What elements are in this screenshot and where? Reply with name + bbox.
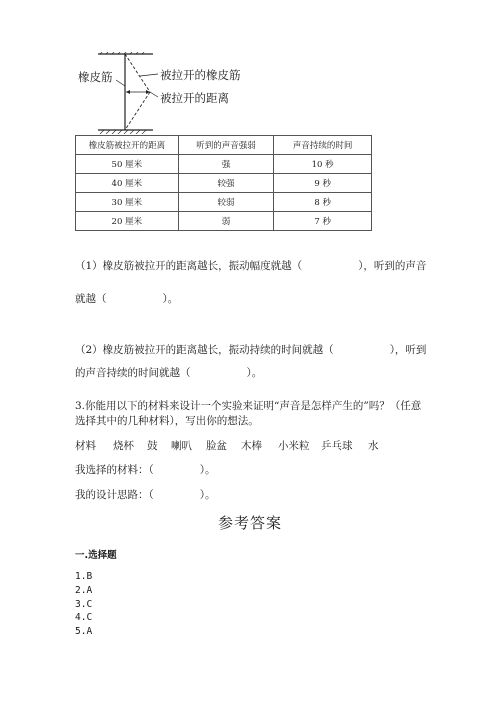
material-item: 乒乓球 (321, 440, 353, 452)
q2-text-a: （2）橡皮筋被拉开的距离越长，振动持续的时间就越（ (75, 344, 334, 356)
materials-list (75, 439, 395, 453)
q1-text-d: ）。 (162, 293, 179, 305)
design-idea-line (75, 488, 216, 502)
material-item: 小米粒 (278, 440, 310, 452)
table-cell: 较弱 (178, 193, 274, 212)
answer-item: 5.A (75, 626, 93, 637)
q2-text-c: 的声音持续的时间就越（ (75, 367, 191, 379)
material-item: 鼓 (147, 440, 158, 452)
table-cell: 50 厘米 (76, 155, 179, 174)
q3-line-1: 3.你能用以下的材料来设计一个实验来证明“声音是怎样产生的”吗？（任意 (75, 400, 422, 412)
col-header-distance: 橡皮筋被拉开的距离 (76, 136, 179, 155)
col-header-loudness: 听到的声音强弱 (178, 136, 274, 155)
material-item: 烧杯 (113, 440, 134, 452)
material-item: 水 (368, 440, 379, 452)
q1-text-a: （1）橡皮筋被拉开的距离越长，振动幅度就越（ (75, 260, 303, 272)
q1-text-b: ），听到的声音 (358, 260, 427, 272)
answer-item: 2.A (75, 585, 93, 596)
material-item: 材料 (75, 440, 96, 452)
q2-text-b: ），听到 (389, 344, 427, 356)
design-idea-end: ）。 (199, 489, 216, 501)
material-item: 木棒 (241, 440, 262, 452)
table-cell: 9 秒 (274, 174, 372, 193)
q1-line-1 (75, 259, 426, 273)
rubber-band-diagram (78, 52, 278, 134)
material-item: 脸盆 (206, 440, 227, 452)
table-cell: 强 (178, 155, 274, 174)
label-stretch-distance: 被拉开的距离 (160, 91, 229, 105)
table-cell: 30 厘米 (76, 193, 179, 212)
table-cell: 7 秒 (274, 212, 372, 231)
table-cell: 20 厘米 (76, 212, 179, 231)
table-cell: 较强 (178, 174, 274, 193)
data-table (75, 135, 372, 231)
table-header-row (76, 136, 372, 155)
table-cell: 弱 (178, 212, 274, 231)
table-row (76, 174, 372, 193)
q2-line-2 (75, 366, 262, 380)
q2-text-d: ）。 (246, 367, 263, 379)
table-row (76, 155, 372, 174)
table-cell: 8 秒 (274, 193, 372, 212)
col-header-duration: 声音持续的时间 (274, 136, 372, 155)
table-cell: 40 厘米 (76, 174, 179, 193)
table-cell: 10 秒 (274, 155, 372, 174)
table-row (76, 212, 372, 231)
q2-line-1 (75, 343, 426, 357)
chosen-materials-line (75, 463, 216, 477)
chosen-materials-end: ）。 (199, 464, 216, 476)
q3-line-2: 选择其中的几种材料），写出你的想法。 (75, 415, 259, 427)
answer-item: 1.B (75, 571, 93, 582)
answer-section-title: 一.选择题 (75, 550, 117, 561)
answer-title: 参考答案 (217, 514, 282, 532)
chosen-materials-label: 我选择的材料：（ (75, 464, 154, 476)
answer-item: 4.C (75, 612, 93, 623)
label-stretched-band: 被拉开的橡皮筋 (160, 68, 241, 82)
material-item: 喇叭 (171, 440, 192, 452)
q1-text-c: 就越（ (75, 293, 107, 305)
q1-line-2 (75, 292, 178, 306)
answer-item: 3.C (75, 599, 93, 610)
design-idea-label: 我的设计思路：（ (75, 489, 154, 501)
table-row (76, 193, 372, 212)
label-rubber-band: 橡皮筋 (78, 70, 113, 84)
